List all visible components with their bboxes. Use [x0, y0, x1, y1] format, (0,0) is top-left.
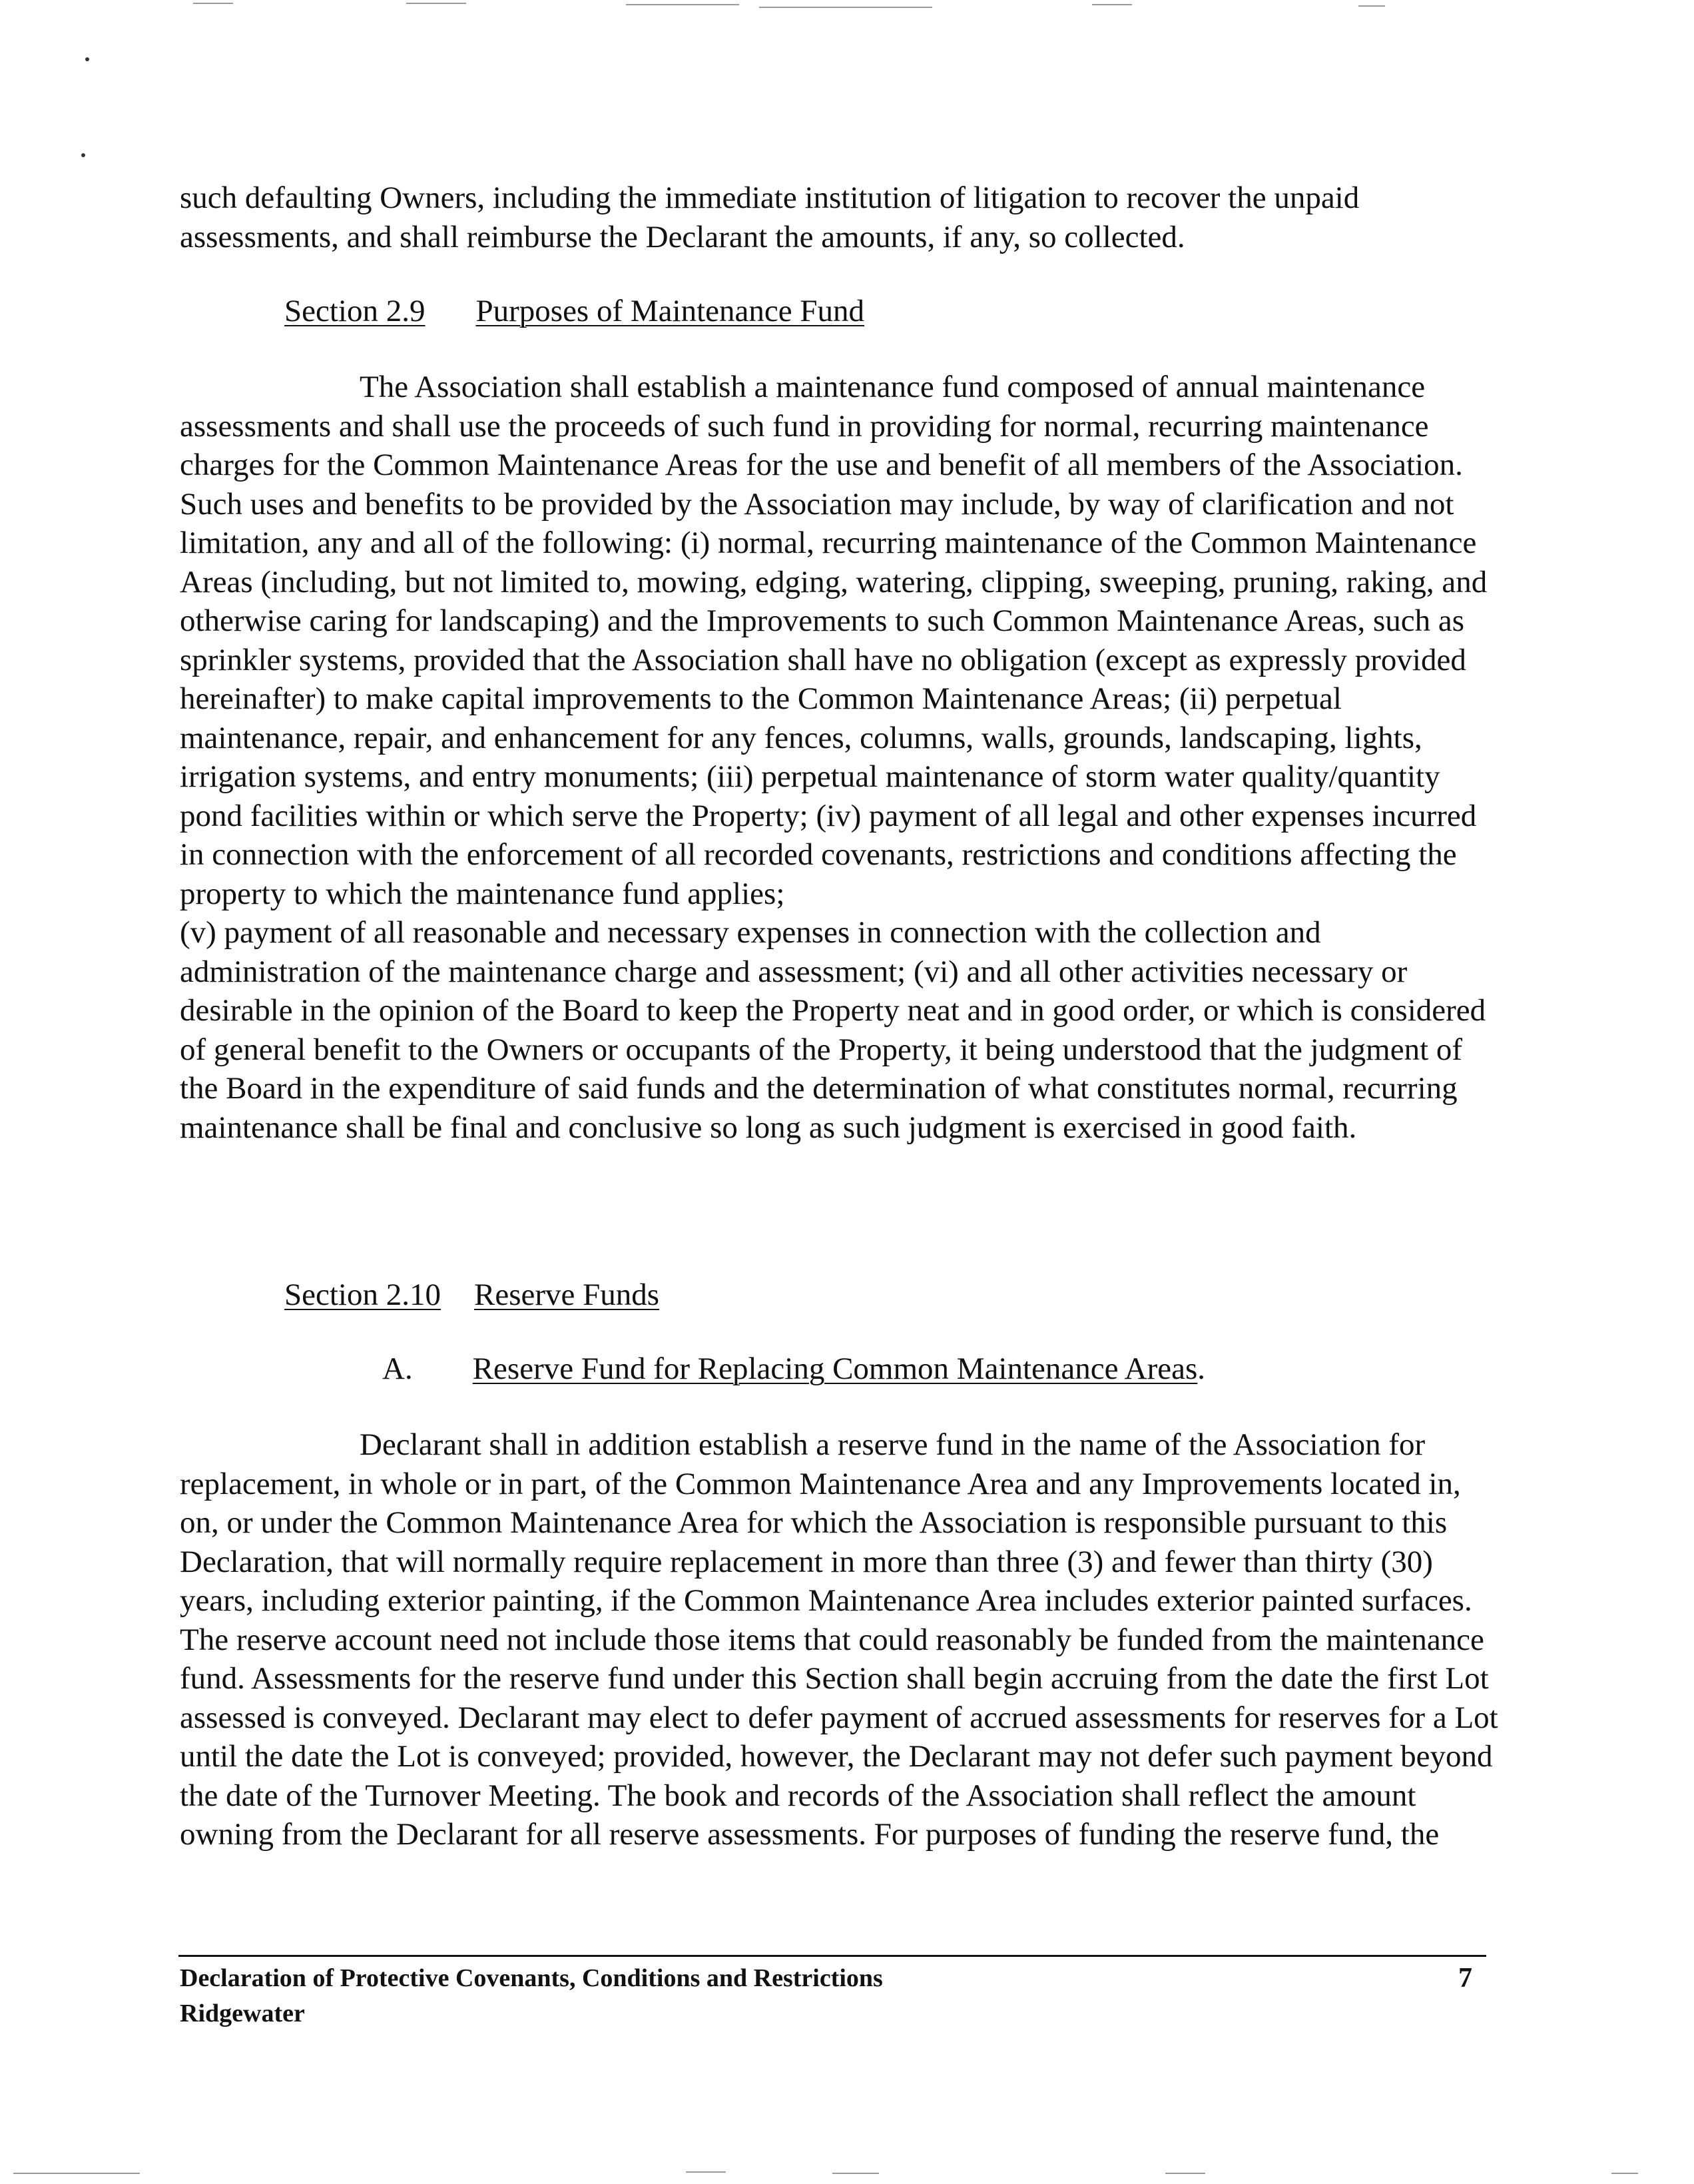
- scan-artifact-top-4: [759, 7, 932, 8]
- footer-rule: [178, 1955, 1486, 1957]
- scan-artifact-top-3: [626, 4, 739, 5]
- scan-artifact-bottom-4: [1165, 2173, 1205, 2174]
- section-2-9-body: [180, 368, 1498, 1147]
- footer-subtitle: Ridgewater: [180, 2000, 305, 2027]
- subsection-a-title-suffix: .: [1197, 1351, 1206, 1386]
- scan-artifact-top-1: [193, 3, 233, 4]
- subsection-a-letter: A.: [382, 1351, 413, 1386]
- scan-artifact-bottom-3: [832, 2173, 879, 2174]
- scan-artifact-bottom-5: [1611, 2173, 1638, 2174]
- subsection-a-body: [180, 1425, 1498, 1854]
- subsection-a-heading: [382, 1349, 1205, 1388]
- scan-speck-2: [81, 153, 85, 157]
- subsection-a-paragraph: Declarant shall in addition establish a reserve fund in the name of the Association for replacement, in whole or in part, of the Common Maintenance Area and any Improvements located in, on, or under the Common Maintenance Area for which the Association is responsible pursuant to this Declaration, that will normally require replacement in more than three (3) and fewer than thirty (30) years, including exterior painting, if the Common Maintenance Area includes exterior painted surfaces. The reserve account need not include those items that could reasonably be funded from the maintenance fund. Assessments for the reserve fund under this Section shall begin accruing from the date the first Lot assessed is conveyed. Declarant may elect to defer payment of accrued assessments for reserves for a Lot until the date the Lot is conveyed; provided, however, the Declarant may not defer such payment beyond the date of the Turnover Meeting. The book and records of the Association shall reflect the amount owning from the Declarant for all reserve assessments. For purposes of funding the reserve fund, the: [180, 1427, 1498, 1852]
- scan-speck-1: [85, 57, 89, 61]
- section-2-10-number: Section 2.10: [284, 1277, 441, 1312]
- subsection-a-title: Reserve Fund for Replacing Common Maintenance Areas: [472, 1351, 1198, 1386]
- footer-title: Declaration of Protective Covenants, Conditions and Restrictions: [180, 1964, 883, 1992]
- section-2-9-title: Purposes of Maintenance Fund: [475, 294, 864, 328]
- scan-artifact-bottom-2: [686, 2171, 726, 2173]
- section-2-9-heading: [284, 292, 864, 330]
- scan-artifact-top-2: [406, 3, 466, 4]
- continuation-block: [180, 179, 1498, 256]
- section-2-9-paragraph: The Association shall establish a maintenance fund composed of annual maintenance assessments and shall use the proceeds of such fund in providing for normal, recurring maintenance charges for the Common Maintenance Areas for the use and benefit of all members of the Association. Such uses and benefits to be provided by the Association may include, by way of clarification and not limitation, any and all of the following: (i) normal, recurring maintenance of the Common Maintenance Areas (including, but not limited to, mowing, edging, watering, clipping, sweeping, pruning, raking, and otherwise caring for landscaping) and the Improvements to such Common Maintenance Areas, such as sprinkler systems, provided that the Association shall have no obligation (except as expressly provided hereinafter) to make capital improvements to the Common Maintenance Areas; (ii) perpetual maintenance, repair, and enhancement for any fences, columns, walls, grounds, landscaping, lights, irrigation systems, and entry monuments; (iii) perpetual maintenance of storm water quality/quantity pond facilities within or which serve the Property; (iv) payment of all legal and other expenses incurred in connection with the enforcement of all recorded covenants, restrictions and conditions affecting the property to which the maintenance fund applies;: [180, 370, 1488, 911]
- section-2-9-paragraph-cont: (v) payment of all reasonable and necessary expenses in connection with the collection and administration of the maintenance charge and assessment; (vi) and all other activities necessary or desirable in the opinion of the Board to keep the Property neat and in good order, or which is considered of general benefit to the Owners or occupants of the Property, it being understood that the judgment of the Board in the expenditure of said funds and the determination of what constitutes normal, recurring maintenance shall be final and conclusive so long as such judgment is exercised in good faith.: [180, 915, 1486, 1145]
- page-number: 7: [1458, 1963, 1472, 1994]
- continuation-paragraph: such defaulting Owners, including the immediate institution of litigation to recover the unpaid assessments, and shall reimburse the Declarant the amounts, if any, so collected.: [180, 181, 1360, 254]
- section-2-10-title: Reserve Funds: [473, 1277, 660, 1312]
- scan-artifact-bottom-1: [13, 2173, 140, 2174]
- section-2-10-heading: [284, 1275, 659, 1314]
- section-2-9-number: Section 2.9: [284, 294, 425, 328]
- scan-artifact-top-6: [1358, 5, 1385, 7]
- scan-artifact-top-5: [1092, 4, 1132, 5]
